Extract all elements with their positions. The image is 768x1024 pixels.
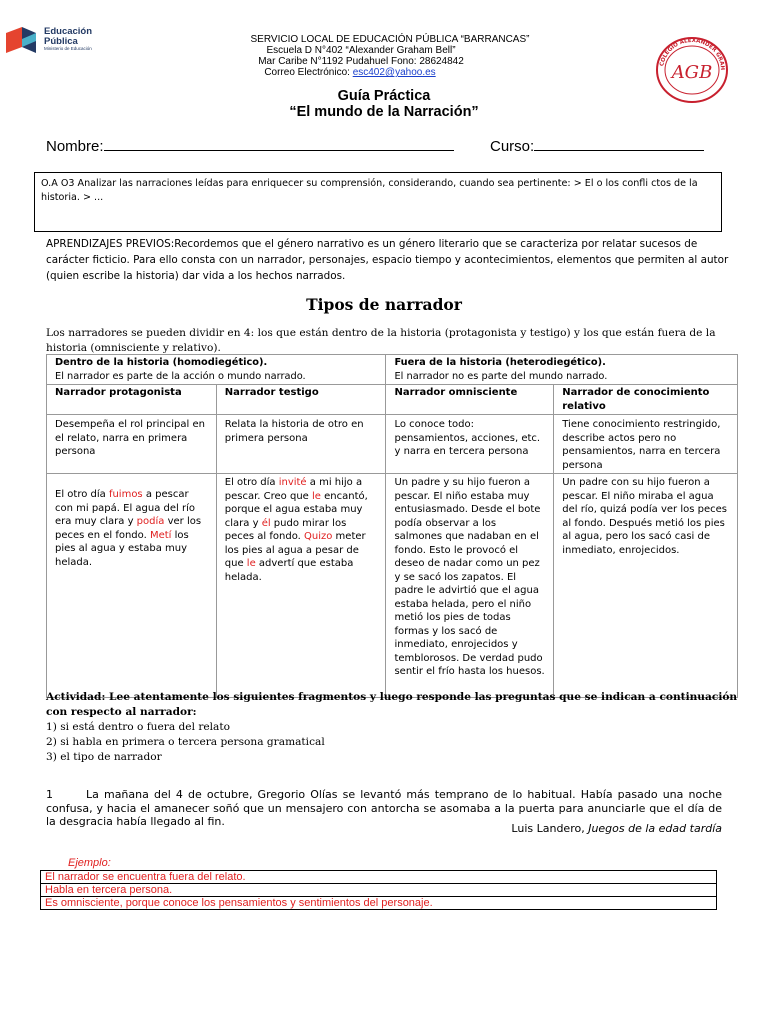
header-line1: SERVICIO LOCAL DE EDUCACIÓN PÚBLICA “BARRANCAS”: [250, 34, 530, 45]
table-row: [47, 385, 738, 415]
header-line3: Mar Caribe N°1192 Pudahuel Fono: 28624842: [258, 56, 464, 67]
header-line2: Escuela D N°402 “Alexander Graham Bell”: [266, 45, 456, 56]
previous-learning: APRENDIZAJES PREVIOS:Recordemos que el género narrativo es un género literario que se caracteriza por relatar sucesos de carácter ficticio. Para ello consta con un narrador, personajes, espacio tiempo y acontecimientos, elementos que permiten al autor (quien escribe la historia) dar vida a los hechos narrados.: [46, 238, 729, 282]
dentro-title: Dentro de la historia (homodiegético).: [55, 357, 268, 368]
fragment-text: La mañana del 4 de octubre, Gregorio Olías se levantó más temprano de lo habitual. Había pasado una noche confusa, y hacia el amanecer soñó que un mensajero con antorcha se asomaba a la puerta para anunciarle que el día de la desgracia había llegado al fin.: [46, 788, 722, 828]
educacion-publica-logo: [6, 25, 116, 55]
school-header: [200, 34, 580, 78]
example-answer-row: Habla en tercera persona.: [41, 884, 716, 897]
example-answer-row: Es omnisciente, porque conoce los pensamientos y sentimientos del personaje.: [45, 897, 433, 909]
example-omnisciente: Un padre y su hijo fueron a pescar. El niño estaba muy entusiasmado. Desde el bote podía observar a los salmones que nadaban en el fondo. Esto le provocó el deseo de nadar como un pez y se sacó los zapatos. El padre le advirtió que el agua estaba helada, pero el niño metió los pies de todas formas y los sacó de inmediato, enrojecidos y temblorosos. De verdad pudo sentir el frío hasta los huesos.: [386, 474, 554, 698]
curso-label: Curso:: [490, 138, 535, 155]
activity-heading: Actividad: Lee atentamente los siguientes fragmentos y luego responde las preguntas que se indican a continuación con respecto al narrador:: [46, 691, 738, 718]
question-1: 1) si está dentro o fuera del relato: [46, 721, 231, 733]
column-header: Narrador protagonista: [47, 385, 217, 415]
fragment-work: Juegos de la edad tardía: [588, 822, 722, 835]
narrator-table: [46, 354, 738, 698]
header-line4: [120, 67, 580, 78]
email-link[interactable]: esc402@yahoo.es: [352, 67, 436, 78]
dentro-desc: El narrador es parte de la acción o mundo narrado.: [55, 370, 306, 382]
fragment-author: Luis Landero, Juegos de la edad tardía: [511, 822, 722, 835]
example-label: Ejemplo:: [68, 857, 111, 869]
column-header: Narrador omnisciente: [386, 385, 554, 415]
seal-text: COLEGIO ALEXANDER GRAH: [659, 37, 726, 71]
fuera-title: Fuera de la historia (heterodiegético).: [394, 357, 606, 368]
nombre-field: [46, 136, 454, 155]
section-title: Tipos de narrador: [306, 295, 462, 314]
table-cell: Lo conoce todo: pensamientos, acciones, etc. y narra en tercera persona: [386, 415, 554, 474]
learning-objective-box: O.A O3 Analizar las narraciones leídas para enriquecer su comprensión, considerando, cuando sea pertinente: > El o los confli ctos de la historia. > ...: [34, 172, 722, 232]
question-2: 2) si habla en primera o tercera persona gramatical: [46, 736, 325, 748]
table-cell: Desempeña el rol principal en el relato, narra en primera persona: [47, 415, 217, 474]
logo-ministry: Ministerio de Educación: [44, 46, 92, 51]
page-subtitle: “El mundo de la Narración”: [289, 104, 479, 120]
example-relativo: Un padre con su hijo fueron a pescar. El niño miraba el agua del río, quizá podía ver los peces al fondo. Después metió los pies al agua, pero los sacó casi de inmediato, enrojecidos.: [554, 474, 738, 698]
table-row: [47, 474, 738, 698]
column-header: Narrador de conocimiento relativo: [554, 385, 738, 415]
section-intro: Los narradores se pueden dividir en 4: los que están dentro de la historia (protagonista y testigo) y los que están fuera de la historia (omnisciente y relativo).: [46, 327, 716, 354]
page-title: Guía Práctica: [337, 88, 431, 104]
fuera-desc: El narrador no es parte del mundo narrado.: [394, 370, 608, 382]
table-cell: Tiene conocimiento restringido, describe actos pero no pensamientos, narra en tercera persona: [554, 415, 738, 474]
table-row: [47, 355, 738, 385]
dentro-header: [47, 355, 386, 385]
logo-mark-icon: [6, 27, 38, 53]
email-label: Correo Electrónico:: [264, 67, 350, 78]
curso-field: [490, 136, 704, 155]
question-3: 3) el tipo de narrador: [46, 751, 162, 763]
seal-initials: AGB: [671, 62, 713, 83]
fragment-number: 1: [46, 788, 53, 801]
table-cell: Relata la historia de otro en primera persona: [216, 415, 386, 474]
nombre-label: Nombre:: [46, 138, 104, 155]
example-testigo: El otro día invité a mi hijo a pescar. Creo que le encantó, porque el agua estaba muy clara y él pudo mirar los peces al fondo. Quizo meter los pies al agua a pesar de que le advertí que estaba helada.: [216, 474, 386, 698]
column-header: Narrador testigo: [216, 385, 386, 415]
activity-section: [46, 690, 746, 765]
example-answer-box: [40, 870, 717, 910]
curso-blank[interactable]: [534, 136, 704, 151]
example-answer-row: El narrador se encuentra fuera del relato.: [41, 871, 716, 884]
fuera-header: [386, 355, 738, 385]
logo-name: Educación Pública: [44, 26, 93, 47]
nombre-blank[interactable]: [104, 136, 454, 151]
example-protagonista: El otro día fuimos a pescar con mi papá. El agua del río era muy clara y podía ver los peces en el fondo. Metí los pies al agua y estaba muy helada.: [47, 474, 217, 698]
table-row: [47, 415, 738, 474]
